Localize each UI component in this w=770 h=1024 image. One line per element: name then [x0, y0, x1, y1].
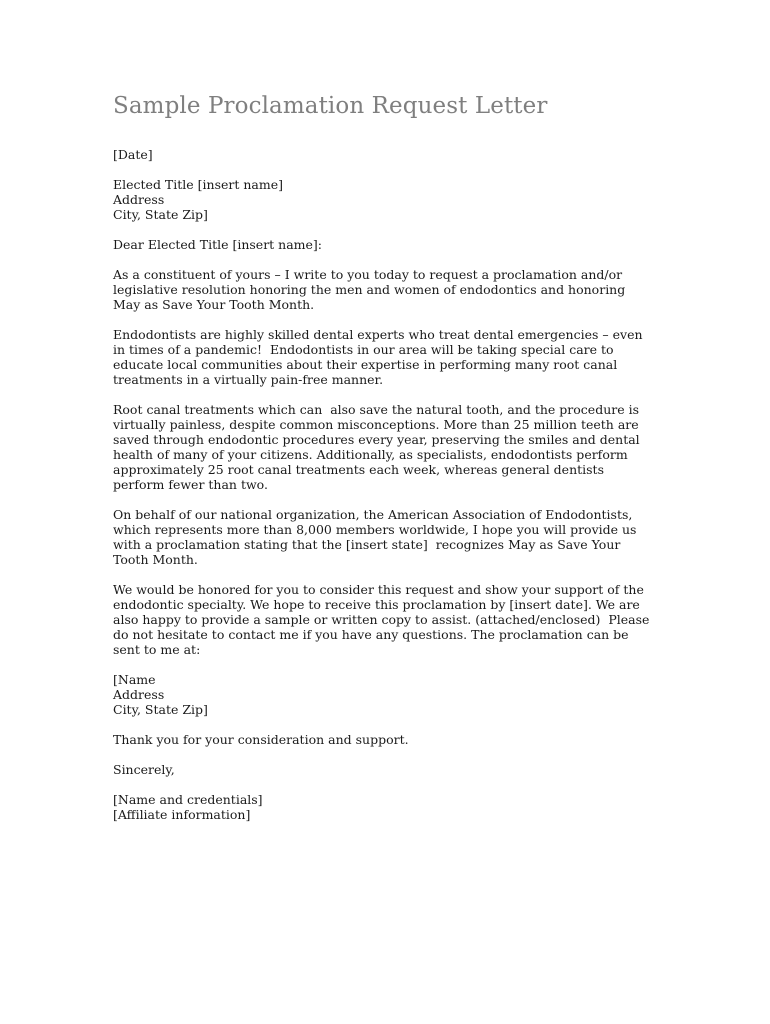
sender-line: City, State Zip] — [113, 702, 208, 717]
paragraph-line: approximately 25 root canal treatments each week, whereas general dentists — [113, 462, 604, 477]
paragraph-request — [113, 267, 673, 312]
paragraph-support — [113, 582, 673, 657]
paragraph-line: Root canal treatments which can also save the natural tooth, and the procedure is — [113, 402, 640, 417]
signature-line: [Affiliate information] — [113, 807, 251, 822]
closing-text: Sincerely, — [113, 762, 175, 777]
paragraph-line: in times of a pandemic! Endodontists in our area will be taking special care to — [113, 342, 614, 357]
paragraph-line: which represents more than 8,000 members worldwide, I hope you will provide us — [113, 522, 637, 537]
paragraph-line: health of many of your citizens. Additionally, as specialists, endodontists perform — [113, 447, 628, 462]
recipient-line: City, State Zip] — [113, 207, 208, 222]
recipient-address — [113, 177, 673, 222]
paragraph-root-canal — [113, 402, 673, 492]
letter-page — [113, 88, 673, 822]
recipient-line: Address — [113, 192, 165, 207]
signature-block — [113, 792, 673, 822]
salutation-text: Dear Elected Title [insert name]: — [113, 237, 323, 252]
paragraph-organization — [113, 507, 673, 567]
paragraph-line: legislative resolution honoring the men and women of endodontics and honoring — [113, 282, 626, 297]
paragraph-line: virtually painless, despite common misconceptions. More than 25 million teeth are — [113, 417, 639, 432]
recipient-line: Elected Title [insert name] — [113, 177, 283, 192]
paragraph-line: May as Save Your Tooth Month. — [113, 297, 315, 312]
sender-address — [113, 672, 673, 717]
paragraph-line: educate local communities about their expertise in performing many root canal — [113, 357, 618, 372]
paragraph-line: with a proclamation stating that the [insert state] recognizes May as Save Your — [113, 537, 621, 552]
signature-line: [Name and credentials] — [113, 792, 263, 807]
letter-body — [113, 147, 673, 822]
sender-line: [Name — [113, 672, 156, 687]
salutation — [113, 237, 673, 252]
thanks-text: Thank you for your consideration and support. — [113, 732, 409, 747]
paragraph-line: Tooth Month. — [113, 552, 198, 567]
paragraph-line: perform fewer than two. — [113, 477, 268, 492]
closing — [113, 762, 673, 777]
document-title: Sample Proclamation Request Letter — [113, 93, 548, 119]
paragraph-line: As a constituent of yours – I write to you today to request a proclamation and/or — [113, 267, 623, 282]
paragraph-line: sent to me at: — [113, 642, 201, 657]
paragraph-line: We would be honored for you to consider this request and show your support of the — [113, 582, 644, 597]
paragraph-endodontists — [113, 327, 673, 387]
paragraph-line: also happy to provide a sample or written copy to assist. (attached/enclosed) Please — [113, 612, 650, 627]
thanks-line — [113, 732, 673, 747]
paragraph-line: do not hesitate to contact me if you have any questions. The proclamation can be — [113, 627, 629, 642]
sender-line: Address — [113, 687, 165, 702]
date-text: [Date] — [113, 147, 153, 162]
paragraph-line: treatments in a virtually pain-free manner. — [113, 372, 384, 387]
date-line — [113, 147, 673, 162]
paragraph-line: Endodontists are highly skilled dental experts who treat dental emergencies – even — [113, 327, 643, 342]
paragraph-line: endodontic specialty. We hope to receive this proclamation by [insert date]. We are — [113, 597, 640, 612]
paragraph-line: On behalf of our national organization, the American Association of Endodontists, — [113, 507, 633, 522]
paragraph-line: saved through endodontic procedures every year, preserving the smiles and dental — [113, 432, 640, 447]
